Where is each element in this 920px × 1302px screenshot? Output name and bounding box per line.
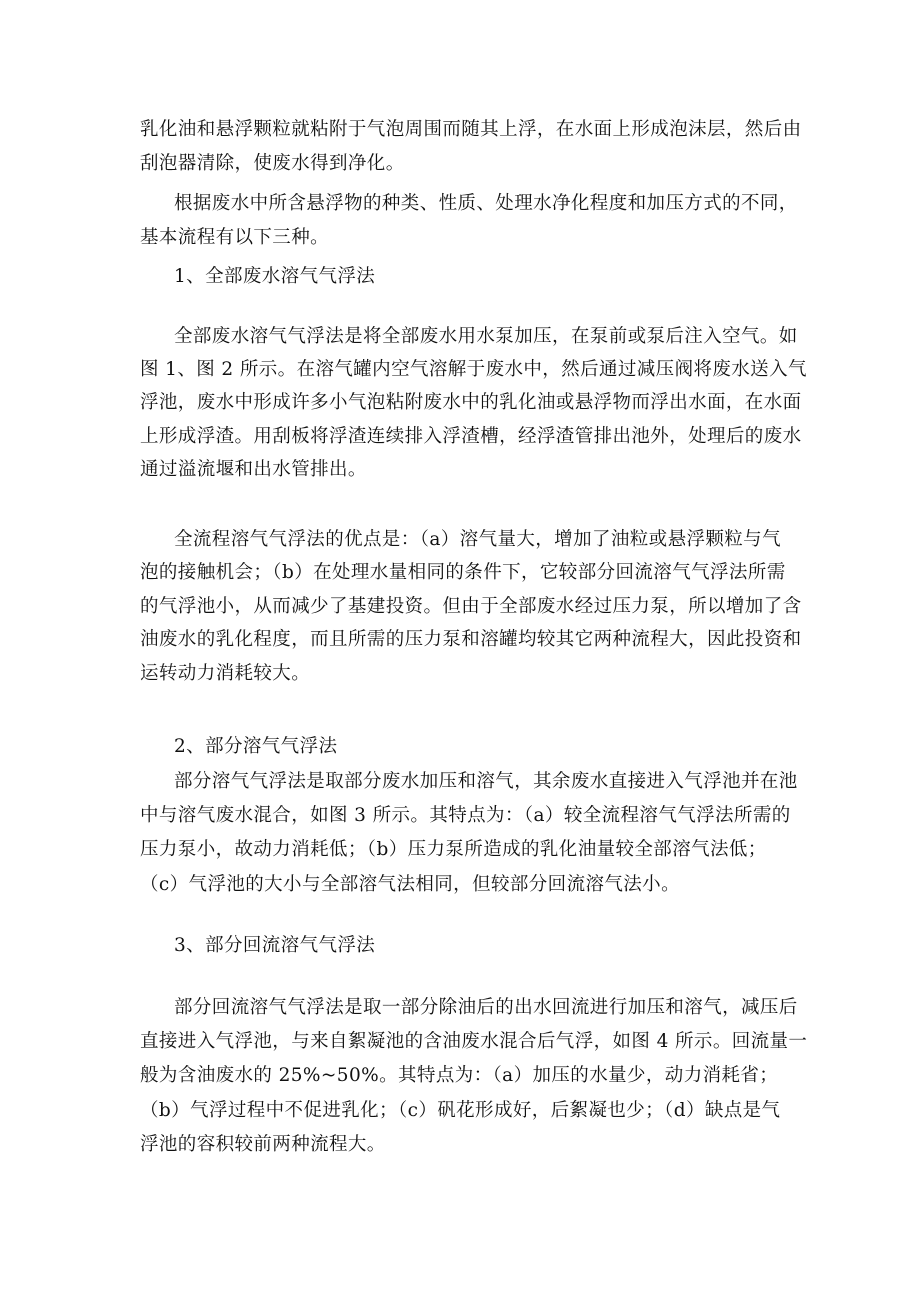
text-line: 全部废水溶气气浮法是将全部废水用水泵加压，在泵前或泵后注入空气。如 <box>174 326 798 347</box>
text-line: 浮池的容积较前两种流程大。 <box>140 1134 386 1155</box>
text-line: 根据废水中所含悬浮物的种类、性质、处理水净化程度和加压方式的不同， <box>174 193 798 214</box>
section-heading-3: 3、部分回流溶气气浮法 <box>174 935 376 956</box>
text-line: 的气浮池小，从而减少了基建投资。但由于全部废水经过压力泵，所以增加了含 <box>140 596 802 617</box>
text-line: 图 1、图 2 所示。在溶气罐内空气溶解于废水中，然后通过减压阀将废水送入气 <box>140 359 807 380</box>
text-line: 泡的接触机会；（b）在处理水量相同的条件下，它较部分回流溶气气浮法所需 <box>140 562 786 583</box>
text-line: 般为含油废水的 25%~50%。其特点为：（a）加压的水量少，动力消耗省； <box>140 1065 779 1086</box>
text-line: 通过溢流堰和出水管排出。 <box>140 459 367 480</box>
text-line: 全流程溶气气浮法的优点是：（a）溶气量大，增加了油粒或悬浮颗粒与气 <box>174 529 781 550</box>
text-line: （b）气浮过程中不促进乳化；（c）矾花形成好，后絮凝也少；（d）缺点是气 <box>140 1100 781 1121</box>
text-line: 部分回流溶气气浮法是取一部分除油后的出水回流进行加压和溶气，减压后 <box>174 997 798 1018</box>
section-heading-2: 2、部分溶气气浮法 <box>174 736 338 757</box>
text-line: 压力泵小，故动力消耗低；（b）压力泵所造成的乳化油量较全部溶气法低； <box>140 839 767 860</box>
text-line: 中与溶气废水混合，如图 3 所示。其特点为：（a）较全流程溶气气浮法所需的 <box>140 805 791 826</box>
text-line: 直接进入气浮池，与来自絮凝池的含油废水混合后气浮，如图 4 所示。回流量一 <box>140 1031 808 1052</box>
text-line: 上形成浮渣。用刮板将浮渣连续排入浮渣槽，经浮渣管排出池外，处理后的废水 <box>140 426 802 447</box>
text-line: 部分溶气气浮法是取部分废水加压和溶气，其余废水直接进入气浮池并在池 <box>174 771 798 792</box>
text-line: 乳化油和悬浮颗粒就粘附于气泡周围而随其上浮，在水面上形成泡沫层，然后由 <box>140 119 802 140</box>
text-line: 运转动力消耗较大。 <box>140 663 311 684</box>
text-line: 浮池，废水中形成许多小气泡粘附废水中的乳化油或悬浮物而浮出水面，在水面 <box>140 392 802 413</box>
text-line: 油废水的乳化程度，而且所需的压力泵和溶罐均较其它两种流程大，因此投资和 <box>140 629 802 650</box>
text-line: （c）气浮池的大小与全部溶气法相同，但较部分回流溶气法小。 <box>140 874 680 895</box>
section-heading-1: 1、全部废水溶气气浮法 <box>174 266 376 287</box>
text-line: 基本流程有以下三种。 <box>140 227 330 248</box>
text-line: 刮泡器清除，使废水得到净化。 <box>140 153 405 174</box>
